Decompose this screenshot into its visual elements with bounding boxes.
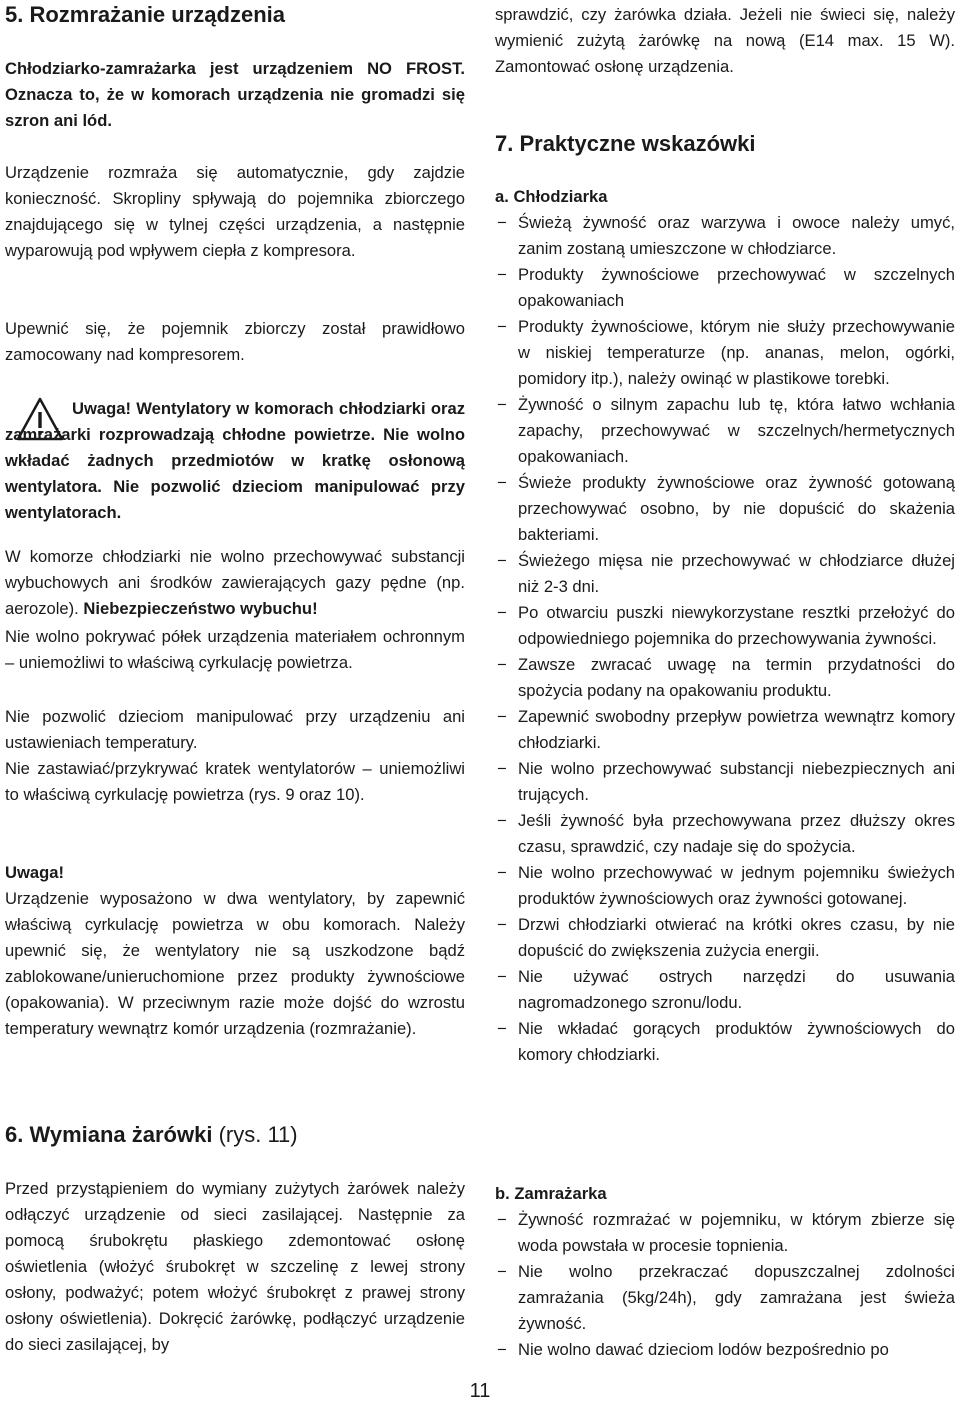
list-item: − Drzwi chłodziarki otwierać na krótki okres czasu, by nie dopuścić do zwiększenia zużycia energii.: [495, 912, 955, 964]
section-6-heading-bold: 6. Wymiana żarówki: [5, 1122, 213, 1147]
section-7-heading: 7. Praktyczne wskazówki: [495, 131, 756, 156]
section-6-heading-figure-ref: (rys. 11): [212, 1122, 298, 1147]
list-item: − Nie wolno przechowywać w jednym pojemniku świeżych produktów żywnościowych oraz żywności gotowanej.: [495, 860, 955, 912]
list-item: − Nie używać ostrych narzędzi do usuwania nagromadzonego szronu/lodu.: [495, 964, 955, 1016]
list-item: − Jeśli żywność była przechowywana przez dłuższy okres czasu, sprawdzić, czy nadaje się do spożycia.: [495, 808, 955, 860]
list-item: − Żywność rozmrażać w pojemniku, w którym zbierze się woda powstała w procesie topnienia.: [495, 1207, 955, 1259]
section-5-paragraph-container: Upewnić się, że pojemnik zbiorczy został prawidłowo zamocowany nad kompresorem.: [5, 319, 465, 364]
list-item: − Po otwarciu puszki niewykorzystane resztki przełożyć do odpowiedniego pojemnika do przechowywania żywności.: [495, 600, 955, 652]
section-6-heading: [5, 1121, 465, 1149]
list-item: − Produkty żywnościowe przechowywać w szczelnych opakowaniach: [495, 262, 955, 314]
explosion-danger-text: Niebezpieczeństwo wybuchu!: [83, 599, 318, 618]
uwaga-label: Uwaga!: [5, 863, 65, 882]
section-5-paragraph-children: Nie pozwolić dzieciom manipulować przy urządzeniu ani ustawieniach temperatury.: [5, 707, 465, 752]
list-item: − Nie wolno dawać dzieciom lodów bezpośrednio po: [495, 1337, 955, 1363]
fridge-subheading: a. Chłodziarka: [495, 187, 608, 206]
section-5-intro: Chłodziarko-zamrażarka jest urządzeniem NO FROST. Oznacza to, że w komorach urządzenia nie gromadzi się szron ani lód.: [5, 59, 465, 130]
section-5-paragraph-explosives: [5, 544, 465, 622]
section-5-paragraph-vents: Nie zastawiać/przykrywać kratek wentylatorów – uniemożliwi to właściwą cyrkulację powietrza (rys. 9 oraz 10).: [5, 759, 465, 804]
freezer-subheading: b. Zamrażarka: [495, 1184, 607, 1203]
fridge-tips-list: [495, 210, 955, 1068]
list-item: − Produkty żywnościowe, którym nie służy przechowywanie w niskiej temperaturze (np. ananas, melon, ogórki, pomidory itp.), należy owinąć w plastikowe torebki.: [495, 314, 955, 392]
list-item: − Zapewnić swobodny przepływ powietrza wewnątrz komory chłodziarki.: [495, 704, 955, 756]
list-item: − Świeże produkty żywnościowe oraz żywność gotowaną przechowywać osobno, by nie dopuścić do skażenia bakteriami.: [495, 470, 955, 548]
section-6-paragraph: Przed przystąpieniem do wymiany zużytych żarówek należy odłączyć urządzenie od sieci zasilającej. Następnie za pomocą śrubokrętu płaskiego zdemontować osłonę oświetlenia (włożyć śrubokręt w szczelinę z lewej strony osłony, podważyć; potem włożyć śrubokręt z prawej strony osłony oświetlenia). Dokręcić żarówkę, podłączyć urządzenie do sieci zasilającej, by: [5, 1179, 465, 1354]
list-item: − Świeżą żywność oraz warzywa i owoce należy umyć, zanim zostaną umieszczone w chłodziarce.: [495, 210, 955, 262]
section-5-paragraph-shelves: Nie wolno pokrywać półek urządzenia materiałem ochronnym – uniemożliwi to właściwą cyrkulację powietrza.: [5, 627, 465, 672]
list-item: − Świeżego mięsa nie przechowywać w chłodziarce dłużej niż 2-3 dni.: [495, 548, 955, 600]
list-item: − Żywność o silnym zapachu lub tę, która łatwo wchłania zapachy, przechowywać w szczelnych/hermetycznych opakowaniach.: [495, 392, 955, 470]
section-5-heading: 5. Rozmrażanie urządzenia: [5, 2, 285, 27]
fan-warning-text: Uwaga! Wentylatory w komorach chłodziarki oraz zamrażarki rozprowadzają chłodne powietrze. Nie wolno wkładać żadnych przedmiotów w kratkę osłonową wentylatora. Nie pozwolić dzieciom manipulować przy wentylatorach.: [5, 399, 465, 522]
section-6-continuation: sprawdzić, czy żarówka działa. Jeżeli nie świeci się, należy wymienić zużytą żarówkę na nową (E14 max. 15 W). Zamontować osłonę urządzenia.: [495, 5, 955, 76]
section-5-paragraph-fans: Urządzenie wyposażono w dwa wentylatory, by zapewnić właściwą cyrkulację powietrza w obu komorach. Należy upewnić się, że wentylatory nie są uszkodzone bądź zablokowane/unieruchomione przez produkty żywnościowe (opakowania). W przeciwnym razie może dojść do wzrostu temperatury wewnątrz komór urządzenia (rozmrażanie).: [5, 889, 465, 1038]
list-item: − Nie wolno przechowywać substancji niebezpiecznych ani trujących.: [495, 756, 955, 808]
freezer-tips-list: [495, 1207, 955, 1363]
list-item: − Nie wkładać gorących produktów żywnościowych do komory chłodziarki.: [495, 1016, 955, 1068]
explosives-text: W komorze chłodziarki nie wolno przechowywać substancji wybuchowych ani środków zawierających gazy pędne (np. aerozole).: [5, 547, 465, 618]
list-item: − Nie wolno przekraczać dopuszczalnej zdolności zamrażania (5kg/24h), gdy zamrażana jest świeża żywność.: [495, 1259, 955, 1337]
list-item: − Zawsze zwracać uwagę na termin przydatności do spożycia podany na opakowaniu produktu.: [495, 652, 955, 704]
page-number: 11: [469, 1380, 491, 1402]
section-5-paragraph-auto-defrost: Urządzenie rozmraża się automatycznie, gdy zajdzie konieczność. Skropliny spływają do pojemnika zbiorczego znajdującego się w tylnej części urządzenia, a następnie wyparowują pod wpływem ciepła z kompresora.: [5, 163, 465, 260]
